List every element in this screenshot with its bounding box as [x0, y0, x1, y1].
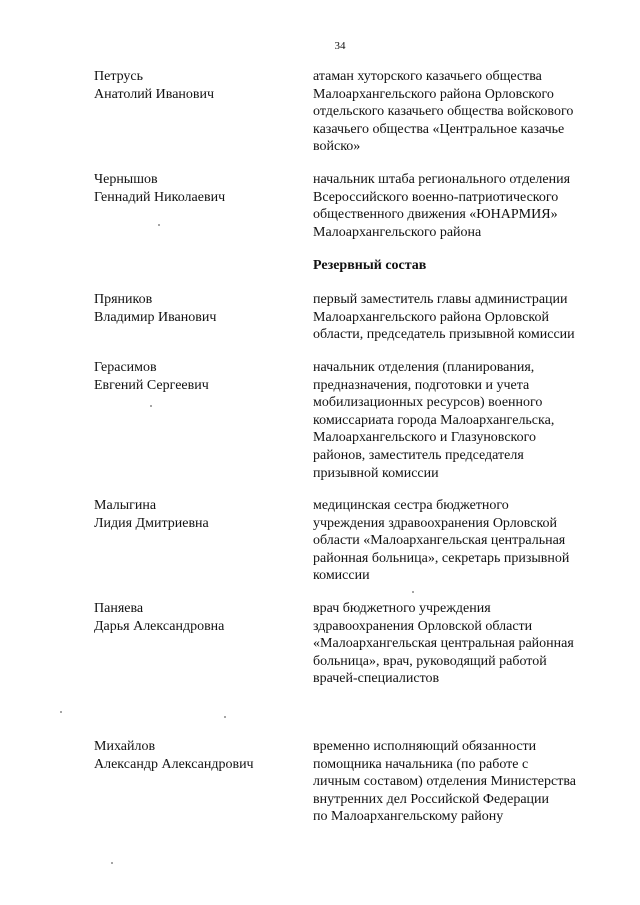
- role-line: врач бюджетного учреждения: [313, 601, 491, 616]
- role-line: казачьего общества «Центральное казачье: [313, 121, 565, 137]
- member-name: [94, 497, 294, 532]
- role-line: общественного движения «ЮНАРМИЯ»: [313, 207, 558, 223]
- role-line: врачей-специалистов: [313, 671, 440, 687]
- scan-speck: [224, 716, 226, 718]
- member-name: [94, 291, 294, 326]
- role-line: Малоархангельского и Глазуновского: [313, 430, 537, 446]
- scan-speck: [60, 711, 62, 713]
- surname: Чернышов: [94, 172, 158, 187]
- member-role: [313, 68, 633, 156]
- member-role: [313, 171, 633, 241]
- role-line: Малоархангельского района Орловской: [313, 309, 549, 325]
- member-role: [313, 497, 633, 585]
- surname: Паняева: [94, 601, 144, 616]
- given-names: Владимир Иванович: [94, 309, 217, 325]
- given-names: Геннадий Николаевич: [94, 189, 226, 205]
- scan-speck: [111, 862, 113, 864]
- surname: Герасимов: [94, 360, 157, 375]
- scan-speck: [150, 405, 152, 407]
- given-names: Анатолий Иванович: [94, 86, 215, 102]
- role-line: внутренних дел Российской Федерации: [313, 791, 550, 807]
- role-line: области, председатель призывной комиссии: [313, 327, 575, 343]
- role-line: Малоархангельского района Орловского: [313, 86, 554, 102]
- scan-speck: [412, 591, 414, 593]
- role-line: больница», врач, руководящий работой: [313, 653, 547, 669]
- role-line: атаман хуторского казачьего общества: [313, 69, 542, 84]
- member-name: [94, 600, 294, 635]
- role-line: временно исполняющий обязанности: [313, 739, 537, 754]
- role-line: войско»: [313, 139, 361, 155]
- surname: Петрусь: [94, 69, 144, 84]
- surname: Малыгина: [94, 498, 157, 513]
- given-names: Александр Александрович: [94, 756, 254, 772]
- member-name: [94, 68, 294, 103]
- role-line: области «Малоархангельская центральная: [313, 533, 566, 549]
- role-line: начальник отделения (планирования,: [313, 360, 535, 375]
- role-line: по Малоархангельскому району: [313, 809, 504, 825]
- role-line: Малоархангельского района: [313, 224, 482, 240]
- member-role: [313, 359, 633, 482]
- member-role: [313, 291, 633, 344]
- role-line: помощника начальника (по работе с: [313, 756, 529, 772]
- role-line: медицинская сестра бюджетного: [313, 498, 509, 513]
- role-line: Всероссийского военно-патриотического: [313, 189, 559, 205]
- given-names: Евгений Сергеевич: [94, 377, 209, 393]
- member-name: [94, 738, 294, 773]
- role-line: комиссариата города Малоархангельска,: [313, 412, 555, 428]
- role-line: районов, заместитель председателя: [313, 447, 524, 463]
- member-name: [94, 359, 294, 394]
- role-line: личным составом) отделения Министерства: [313, 774, 576, 790]
- role-line: районная больница», секретарь призывной: [313, 550, 570, 566]
- role-line: мобилизационных ресурсов) военного: [313, 395, 543, 411]
- role-line: комиссии: [313, 568, 370, 584]
- surname: Пряников: [94, 292, 153, 307]
- role-line: первый заместитель главы администрации: [313, 292, 568, 307]
- scan-speck: [158, 224, 160, 226]
- role-line: учреждения здравоохранения Орловской: [313, 515, 558, 531]
- role-line: предназначения, подготовки и учета: [313, 377, 530, 393]
- member-role: [313, 600, 633, 688]
- page-number: 34: [334, 40, 346, 52]
- role-line: здравоохранения Орловской области: [313, 618, 533, 634]
- role-line: призывной комиссии: [313, 465, 439, 481]
- surname: Михайлов: [94, 739, 156, 754]
- role-line: начальник штаба регионального отделения: [313, 172, 571, 187]
- given-names: Лидия Дмитриевна: [94, 515, 209, 531]
- member-role: [313, 738, 633, 826]
- member-name: [94, 171, 294, 206]
- given-names: Дарья Александровна: [94, 618, 225, 634]
- reserve-heading: Резервный состав: [313, 258, 427, 273]
- role-line: отдельского казачьего общества войскового: [313, 104, 574, 120]
- role-line: «Малоархангельская центральная районная: [313, 636, 574, 652]
